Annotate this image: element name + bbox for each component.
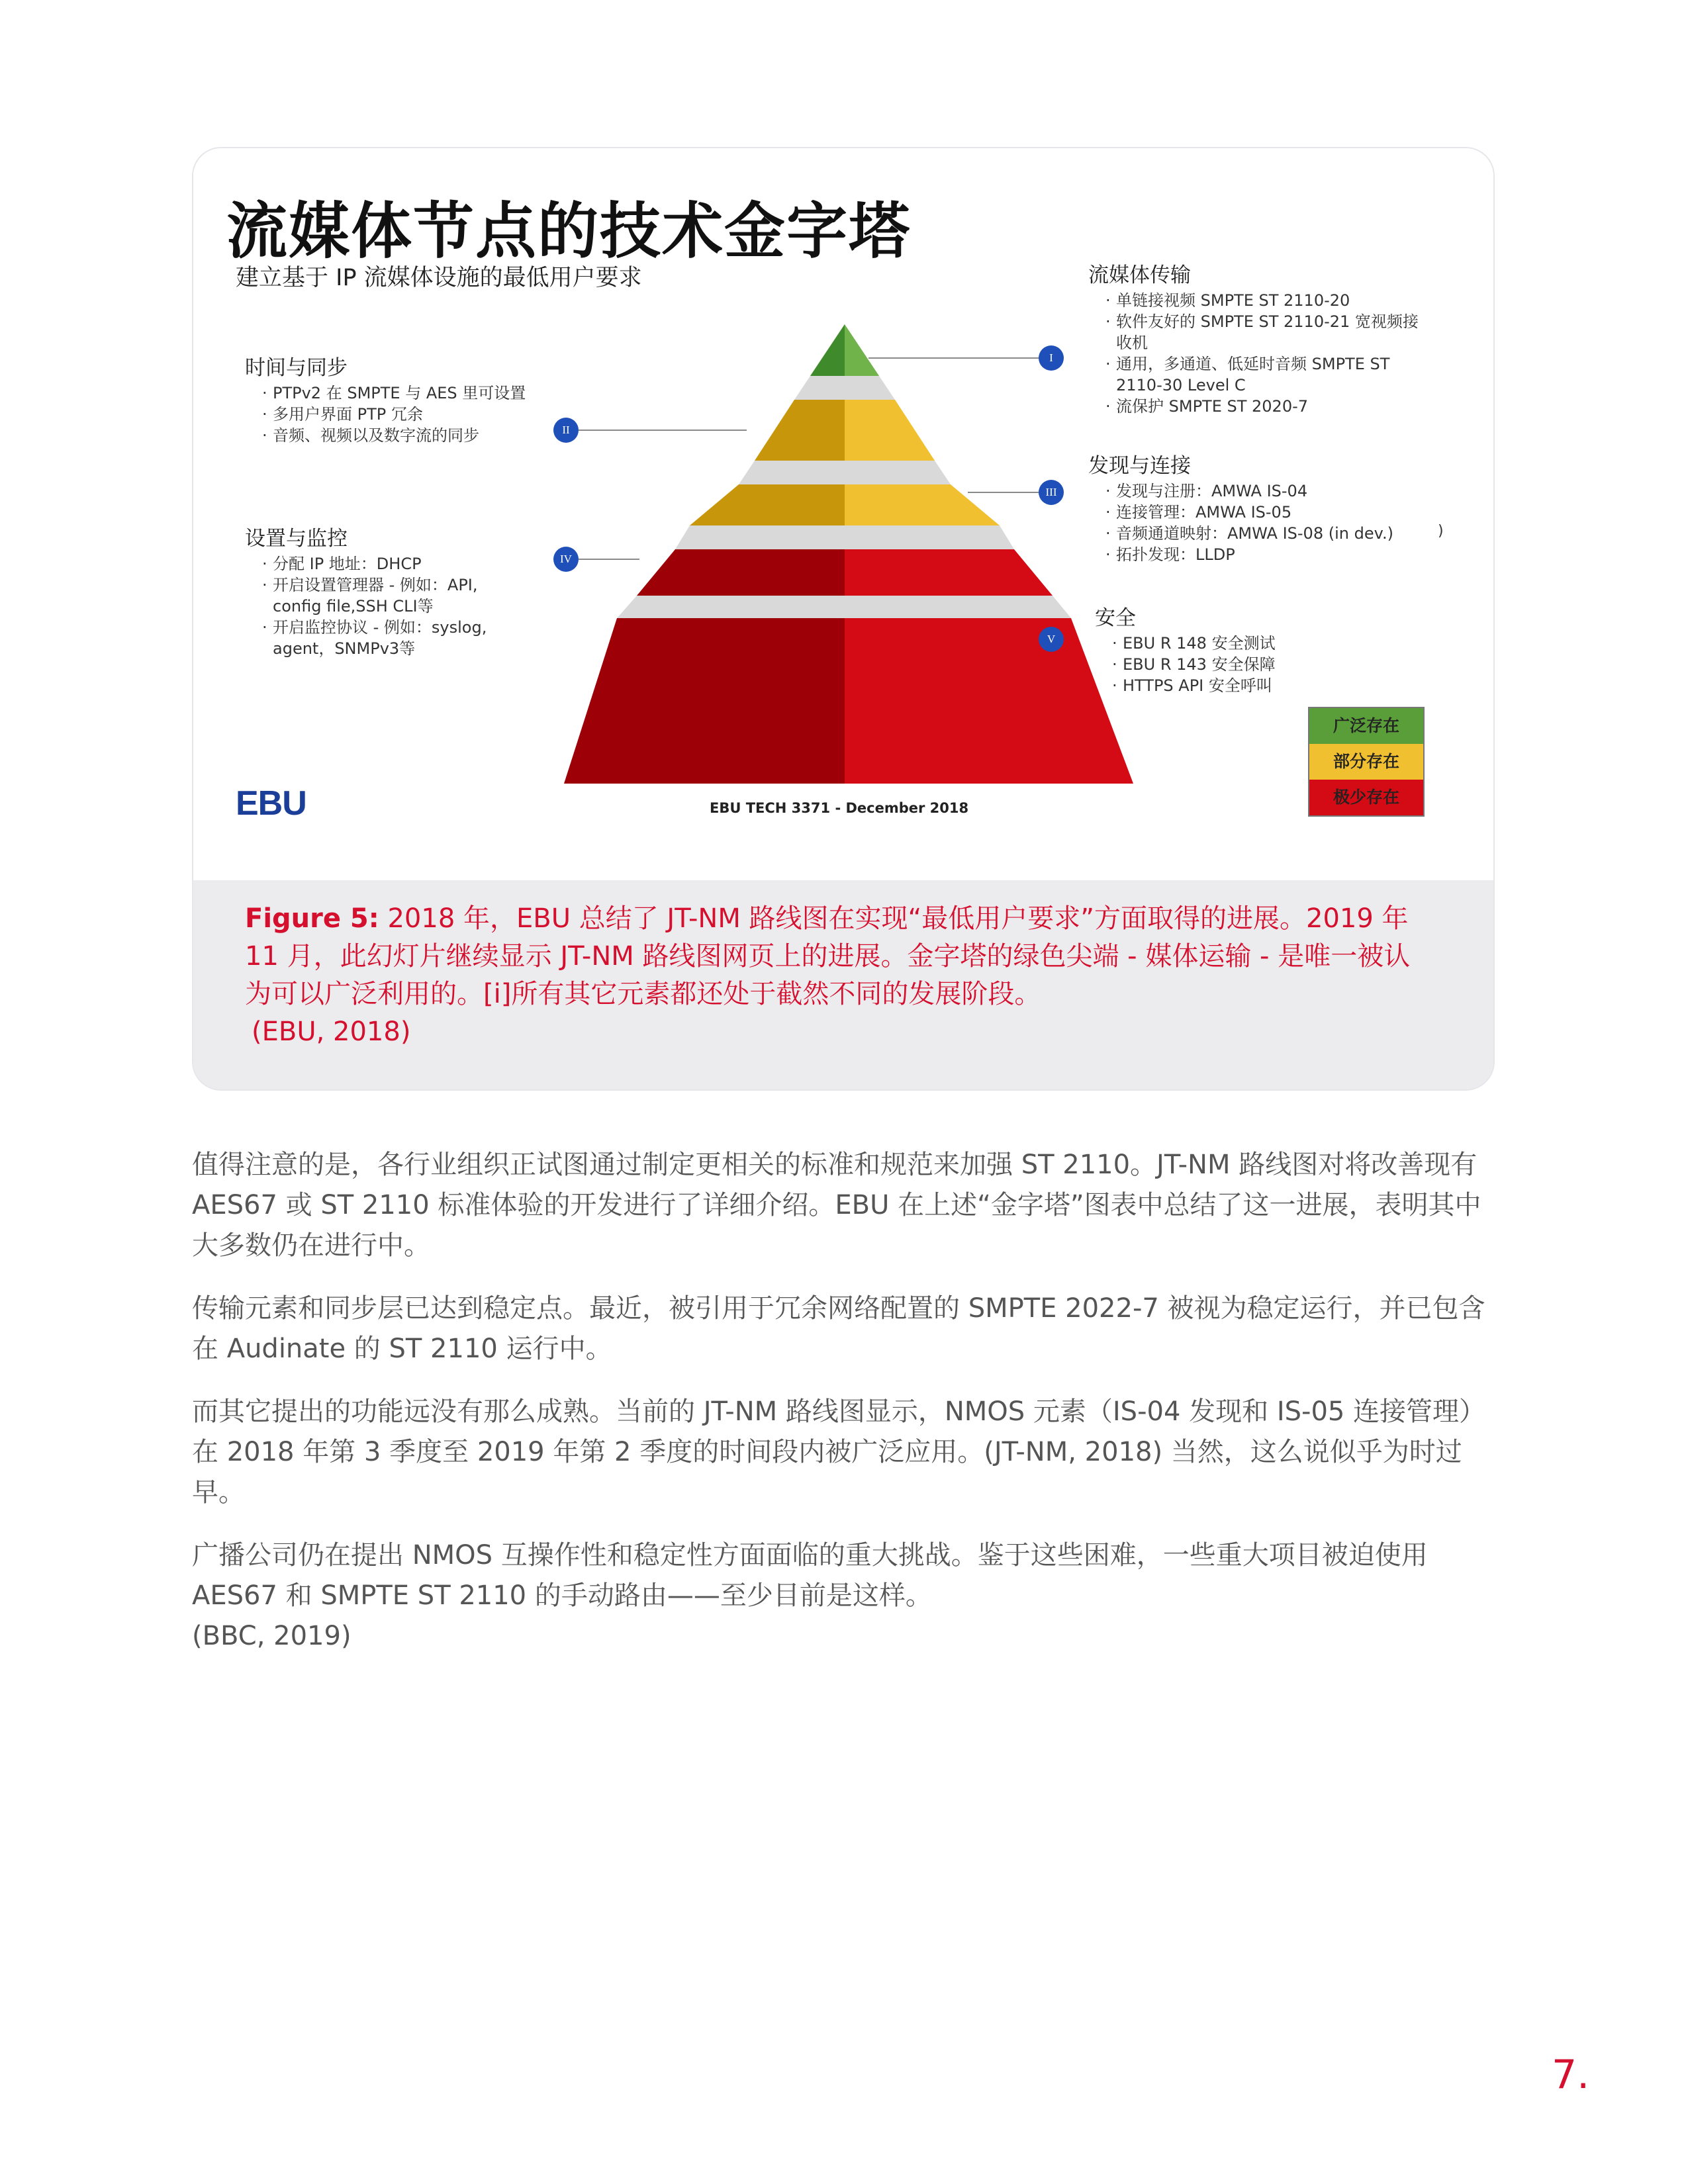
marker-iii: III (1039, 480, 1064, 505)
figure-card (192, 147, 1495, 1091)
section-item: · 多用户界面 PTP 冗余 (273, 404, 530, 425)
section-heading: 时间与同步 (245, 356, 348, 380)
slide-subtitle: 建立基于 IP 流媒体设施的最低用户要求 (236, 265, 642, 291)
section-time-sync (245, 357, 530, 446)
paragraph-text: 广播公司仍在提出 NMOS 互操作性和稳定性方面面临的重大挑战。鉴于这些困难，一些重大项目被迫使用 AES67 和 SMPTE ST 2110 的手动路由——至少目前是这样。 (192, 1540, 1428, 1611)
section-config-monitor (245, 528, 530, 659)
marker-ii: II (553, 418, 579, 443)
slide-title: 流媒体节点的技术金字塔 (226, 196, 912, 267)
section-item: · 软件友好的 SMPTE ST 2110-21 宽视频接收机 (1116, 311, 1419, 353)
caption-label: Figure 5: (245, 903, 379, 934)
section-item: · 音频通道映射：AMWA IS-08 (in dev.) (1116, 523, 1432, 544)
section-item: · 开启监控协议 - 例如：syslog, agent，SNMPv3等 (273, 617, 530, 659)
marker-iv: IV (553, 547, 579, 572)
legend-widely: 广泛存在 (1309, 708, 1423, 744)
section-heading: 设置与监控 (245, 527, 348, 551)
figure-slide (193, 148, 1493, 880)
caption-text: 2018 年，EBU 总结了 JT-NM 路线图在实现“最低用户要求”方面取得的进展。2019 年 11 月，此幻灯片继续显示 JT-NM 路线图网页上的进展。金字塔的绿色尖端 - 媒体运输 - 是唯一被认为可以广泛利用的。[i]所有其它元素都还处于截然不同的发展阶段。 (245, 903, 1411, 1009)
section-heading: 发现与连接 (1088, 454, 1191, 478)
figure-caption (245, 900, 1436, 1051)
section-heading: 安全 (1095, 606, 1136, 630)
ebu-logo: EBU (236, 784, 306, 823)
paragraph (192, 1535, 1489, 1616)
slide-footer: EBU TECH 3371 - December 2018 (710, 800, 969, 816)
section-item: · 分配 IP 地址：DHCP (273, 553, 530, 574)
section-item: · 流保护 SMPTE ST 2020-7 (1116, 396, 1419, 417)
legend-rare: 极少存在 (1309, 780, 1423, 815)
body-text (192, 1145, 1489, 1657)
paragraph: 而其它提出的功能远没有那么成熟。当前的 JT-NM 路线图显示，NMOS 元素（IS-04 发现和 IS-05 连接管理）在 2018 年第 3 季度至 2019 年第 2 季度的时间段内被广泛应用。(JT-NM, 2018) 当然，这么说似乎为时过早。 (192, 1396, 1486, 1508)
citation: (BBC, 2019) (192, 1621, 352, 1651)
paragraph: 值得注意的是，各行业组织正试图通过制定更相关的标准和规范来加强 ST 2110。JT-NM 路线图对将改善现有 AES67 或 ST 2110 标准体验的开发进行了详细介绍。EBU 在上述“金字塔”图表中总结了这一进展，表明其中大多数仍在进行中。 (192, 1150, 1481, 1261)
legend (1308, 707, 1425, 817)
section-heading: 流媒体传输 (1088, 263, 1191, 287)
section-media-transport (1088, 265, 1419, 417)
section-item: · 音频、视频以及数字流的同步 (273, 425, 530, 446)
legend-partial: 部分存在 (1309, 744, 1423, 780)
marker-v: V (1039, 627, 1064, 652)
page-number: 7. (1552, 2052, 1590, 2098)
marker-i: I (1039, 345, 1064, 371)
section-item: · 发现与注册：AMWA IS-04 (1116, 480, 1432, 502)
section-item: · HTTPS API 安全呼叫 (1123, 675, 1399, 696)
section-discovery (1088, 455, 1432, 565)
section-item: · EBU R 148 安全测试 (1123, 633, 1399, 654)
section-item: · 单链接视频 SMPTE ST 2110-20 (1116, 290, 1419, 311)
section-item: · PTPv2 在 SMPTE 与 AES 里可设置 (273, 383, 530, 404)
caption-citation: (EBU, 2018) (252, 1017, 411, 1047)
section-item: · 通用，多通道、低延时音频 SMPTE ST 2110-30 Level C (1116, 353, 1419, 396)
section-item: · 拓扑发现：LLDP (1116, 544, 1432, 565)
stray-paren: ) (1438, 523, 1444, 539)
section-item: · 连接管理：AMWA IS-05 (1116, 502, 1432, 523)
section-security (1095, 608, 1399, 696)
section-item: · 开启设置管理器 - 例如：API, config file,SSH CLI等 (273, 574, 530, 617)
paragraph: 传输元素和同步层已达到稳定点。最近，被引用于冗余网络配置的 SMPTE 2022-7 被视为稳定运行，并已包含在 Audinate 的 ST 2110 运行中。 (192, 1293, 1485, 1364)
caption-area (193, 880, 1493, 1089)
section-item: · EBU R 143 安全保障 (1123, 654, 1399, 675)
